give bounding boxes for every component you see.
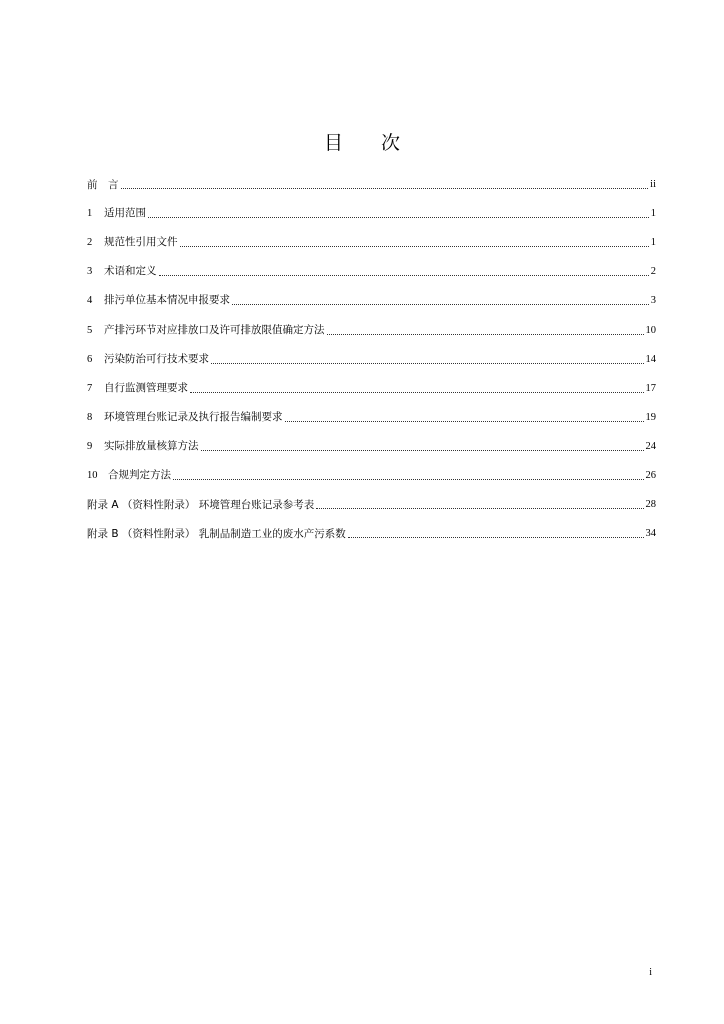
toc-title: 目 次 <box>323 132 417 154</box>
toc-entry-title: 术语和定义 <box>104 265 157 278</box>
toc-entry-label <box>87 439 199 454</box>
toc-entry-title: 附录 A （资料性附录） 环境管理台账记录参考表 <box>87 499 315 512</box>
toc-entry-8[interactable] <box>87 396 656 425</box>
toc-entry-title: 实际排放量核算方法 <box>104 439 199 452</box>
toc-entry-page: 10 <box>645 324 656 336</box>
toc-entry-label <box>87 468 171 483</box>
toc-entry-number: 10 <box>87 470 98 482</box>
toc-entry-appendix-a[interactable] <box>87 483 656 512</box>
toc-entry-label <box>87 293 230 308</box>
toc-entry-2[interactable] <box>87 221 656 250</box>
toc-list <box>87 163 656 541</box>
toc-entry-6[interactable] <box>87 338 656 367</box>
toc-dot-leader <box>316 507 643 509</box>
toc-entry-page: 34 <box>645 528 656 540</box>
toc-entry-10[interactable] <box>87 454 656 483</box>
toc-dot-leader <box>348 536 644 538</box>
toc-entry-page: 17 <box>645 382 656 394</box>
toc-entry-label <box>87 498 314 512</box>
toc-entry-5[interactable] <box>87 308 656 337</box>
toc-entry-title: 附录 B （资料性附录） 乳制品制造工业的废水产污系数 <box>87 528 346 541</box>
toc-entry-number: 4 <box>87 295 93 307</box>
toc-entry-7[interactable] <box>87 367 656 396</box>
toc-entry-title: 合规判定方法 <box>108 469 171 482</box>
toc-entry-number: 8 <box>87 411 93 423</box>
toc-entry-title: 污染防治可行技术要求 <box>104 352 209 365</box>
toc-entry-label <box>87 323 325 338</box>
toc-entry-label <box>87 352 209 367</box>
toc-entry-appendix-b[interactable] <box>87 512 656 541</box>
toc-entry-title: 环境管理台账记录及执行报告编制要求 <box>104 410 283 423</box>
toc-entry-page: 14 <box>645 353 656 365</box>
toc-entry-page: 28 <box>645 499 656 511</box>
toc-entry-number: 2 <box>87 237 93 249</box>
toc-dot-leader <box>159 274 649 276</box>
toc-entry-page: ii <box>650 179 656 191</box>
toc-entry-page: 3 <box>650 295 656 307</box>
toc-entry-1[interactable] <box>87 192 656 221</box>
toc-dot-leader <box>148 216 649 218</box>
toc-dot-leader <box>211 362 644 364</box>
toc-entry-4[interactable] <box>87 279 656 308</box>
toc-entry-label <box>87 410 283 425</box>
toc-dot-leader <box>173 478 644 480</box>
toc-dot-leader <box>285 420 644 422</box>
toc-entry-page: 2 <box>650 266 656 278</box>
toc-entry-title: 产排污环节对应排放口及许可排放限值确定方法 <box>104 323 325 336</box>
toc-dot-leader <box>180 245 649 247</box>
toc-entry-number: 1 <box>87 208 93 220</box>
toc-entry-9[interactable] <box>87 425 656 454</box>
footer-page-number: i <box>649 967 652 978</box>
toc-entry-page: 1 <box>650 208 656 220</box>
toc-entry-number: 7 <box>87 382 93 394</box>
toc-entry-title: 前 言 <box>87 179 119 192</box>
toc-entry-number: 6 <box>87 353 93 365</box>
toc-entry-3[interactable] <box>87 250 656 279</box>
toc-entry-number: 5 <box>87 324 93 336</box>
toc-entry-label <box>87 206 146 221</box>
toc-entry-preface[interactable] <box>87 163 656 192</box>
toc-entry-label <box>87 235 178 250</box>
toc-dot-leader <box>201 449 644 451</box>
toc-entry-number: 3 <box>87 266 93 278</box>
toc-entry-page: 1 <box>650 237 656 249</box>
toc-entry-title: 自行监测管理要求 <box>104 381 188 394</box>
toc-dot-leader <box>232 303 649 305</box>
toc-entry-label <box>87 527 346 541</box>
toc-entry-page: 19 <box>645 411 656 423</box>
toc-entry-label <box>87 264 157 279</box>
toc-entry-title: 规范性引用文件 <box>104 236 178 249</box>
toc-entry-title: 适用范围 <box>104 207 146 220</box>
toc-entry-title: 排污单位基本情况申报要求 <box>104 294 230 307</box>
toc-entry-page: 26 <box>645 470 656 482</box>
toc-dot-leader <box>121 187 649 189</box>
toc-entry-label <box>87 178 119 192</box>
toc-entry-number: 9 <box>87 440 93 452</box>
toc-entry-page: 24 <box>645 440 656 452</box>
toc-entry-label <box>87 381 188 396</box>
toc-dot-leader <box>327 333 644 335</box>
toc-dot-leader <box>190 391 644 393</box>
